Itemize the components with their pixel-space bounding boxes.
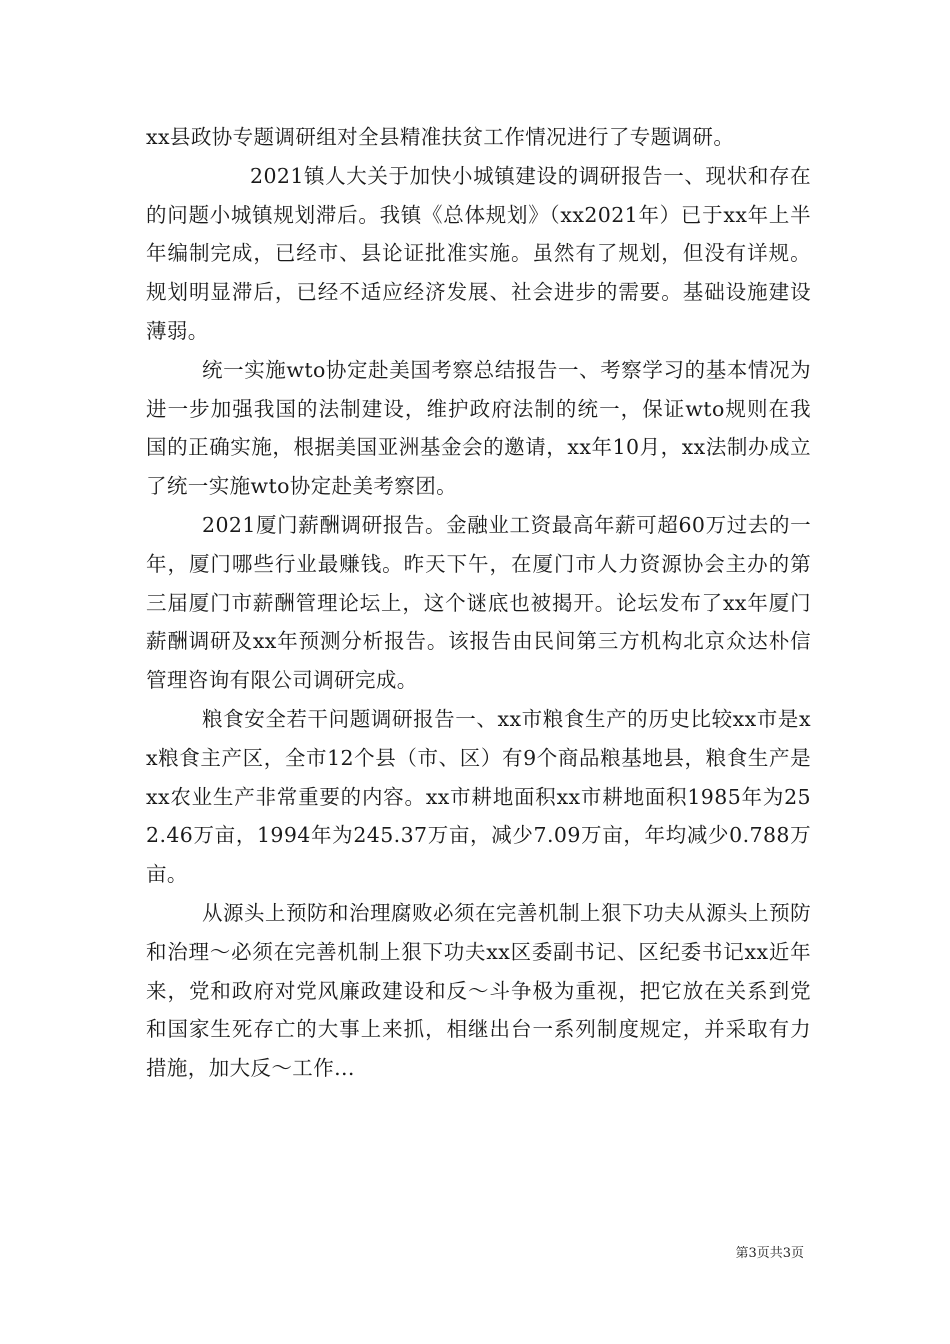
paragraph-grain-security-report: 粮食安全若干问题调研报告一、xx市粮食生产的历史比较xx市是xx粮食主产区，全市12个县（市、区）有9个商品粮基地县，粮食生产是xx农业生产非常重要的内容。xx市耕地面积xx市耕地面积1985年为252.46万亩，1994年为245.37万亩，减少7.09万亩，年均减少0.788万亩。 [146,706,811,887]
page-number: 第3页共3页 [735,1246,804,1261]
paragraph-wto-inspection-report: 统一实施wto协定赴美国考察总结报告一、考察学习的基本情况为进一步加强我国的法制建设，维护政府法制的统一，保证wto规则在我国的正确实施，根据美国亚洲基金会的邀请，xx年10月，xx法制办成立了统一实施wto协定赴美考察团。 [146,357,811,499]
document-body [146,118,811,1088]
paragraph-xiamen-salary-report: 2021厦门薪酬调研报告。金融业工资最高年薪可超60万过去的一年，厦门哪些行业最赚钱。昨天下午，在厦门市人力资源协会主办的第三届厦门市薪酬管理论坛上，这个谜底也被揭开。论坛发布了xx年厦门薪酬调研及xx年预测分析报告。该报告由民间第三方机构北京众达朴信管理咨询有限公司调研完成。 [146,512,811,693]
paragraph-town-construction-report: 2021镇人大关于加快小城镇建设的调研报告一、现状和存在的问题小城镇规划滞后。我镇《总体规划》（xx2021年）已于xx年上半年编制完成，已经市、县论证批准实施。虽然有了规划，但没有详规。规划明显滞后，已经不适应经济发展、社会进步的需要。基础设施建设薄弱。 [146,163,811,343]
paragraph-poverty-survey: xx县政协专题调研组对全县精准扶贫工作情况进行了专题调研。 [146,125,735,149]
paragraph-anti-corruption-mechanism: 从源头上预防和治理腐败必须在完善机制上狠下功夫从源头上预防和治理～必须在完善机制上狠下功夫xx区委副书记、区纪委书记xx近年来，党和政府对党风廉政建设和反～斗争极为重视，把它放在关系到党和国家生死存亡的大事上来抓，相继出台一系列制度规定，并采取有力措施，加大反～工作... [146,900,811,1081]
